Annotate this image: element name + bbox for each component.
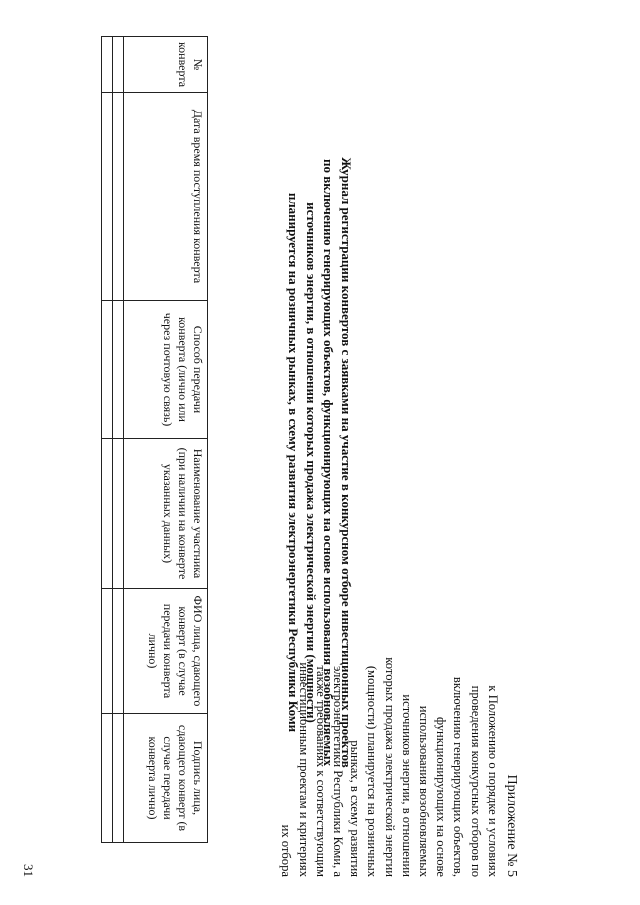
appendix-line: электроэнергетики Республики Коми, а [330, 665, 345, 877]
column-header-submitter-signature: Подпись лица, сдающего конверт (в случае передачи конверта лично) [124, 714, 208, 843]
column-header-submitter-name: ФИО лица, сдающего конверт (в случае передачи конверта лично) [124, 589, 208, 714]
journal-title [285, 60, 355, 865]
appendix-line: инвестиционным проектам и критериях [296, 662, 311, 877]
table-cell [113, 301, 124, 439]
journal-title-line: планируется на розничных рынках, в схему развития электроэнергетики Республики Коми [286, 192, 302, 733]
appendix-line: (мощности) планируется на розничных [365, 665, 380, 877]
appendix-line: которых продажа электрической энергии [382, 657, 397, 877]
table-row [113, 37, 124, 843]
appendix-line: к Положению о порядке и условиях [485, 685, 500, 877]
appendix-line: включению генерирующих объектов, [451, 676, 466, 877]
appendix-line: рынках, в схему развития [348, 740, 363, 877]
registration-table [101, 36, 208, 843]
table-row [102, 37, 113, 843]
table-cell [113, 93, 124, 301]
appendix-line: использования возобновляемых [416, 705, 431, 877]
journal-title-line: по включению генерирующих объектов, функционирующих на основе использования возобновляемых [321, 159, 337, 766]
column-header-envelope-number: № конверта [124, 37, 208, 93]
table-cell [113, 439, 124, 589]
appendix-line: также требованиях к соответствующим [313, 665, 328, 877]
table-cell [102, 714, 113, 843]
appendix-line: функционирующих на основе [434, 716, 449, 877]
table-cell [102, 93, 113, 301]
table-cell [102, 589, 113, 714]
journal-title-line: источников энергии, в отношении которых продажа электрической энергии (мощности) [304, 202, 319, 723]
table-cell [113, 714, 124, 843]
table-cell [102, 439, 113, 589]
column-header-delivery-method: Способ передачи конверта (лично или через почтовую связь) [124, 301, 208, 439]
page-number: 31 [21, 864, 36, 877]
table-cell [102, 37, 113, 93]
appendix-line: проведения конкурсных отборов по [468, 685, 483, 877]
column-header-receipt-datetime: Дата время поступления конверта [124, 93, 208, 301]
table-cell [113, 37, 124, 93]
table-cell [113, 589, 124, 714]
appendix-line: их отбора [279, 824, 294, 877]
journal-title-line: Журнал регистрации конвертов с заявками на участие в конкурсном отборе инвестиционных проектов [339, 157, 354, 768]
table-cell [102, 301, 113, 439]
appendix-title: Приложение № 5 [504, 774, 519, 877]
table-header-row [124, 37, 208, 843]
appendix-line: источников энергии, в отношении [399, 694, 414, 877]
column-header-participant-name: Наименование участника (при наличии на конверте указанных данных) [124, 439, 208, 589]
